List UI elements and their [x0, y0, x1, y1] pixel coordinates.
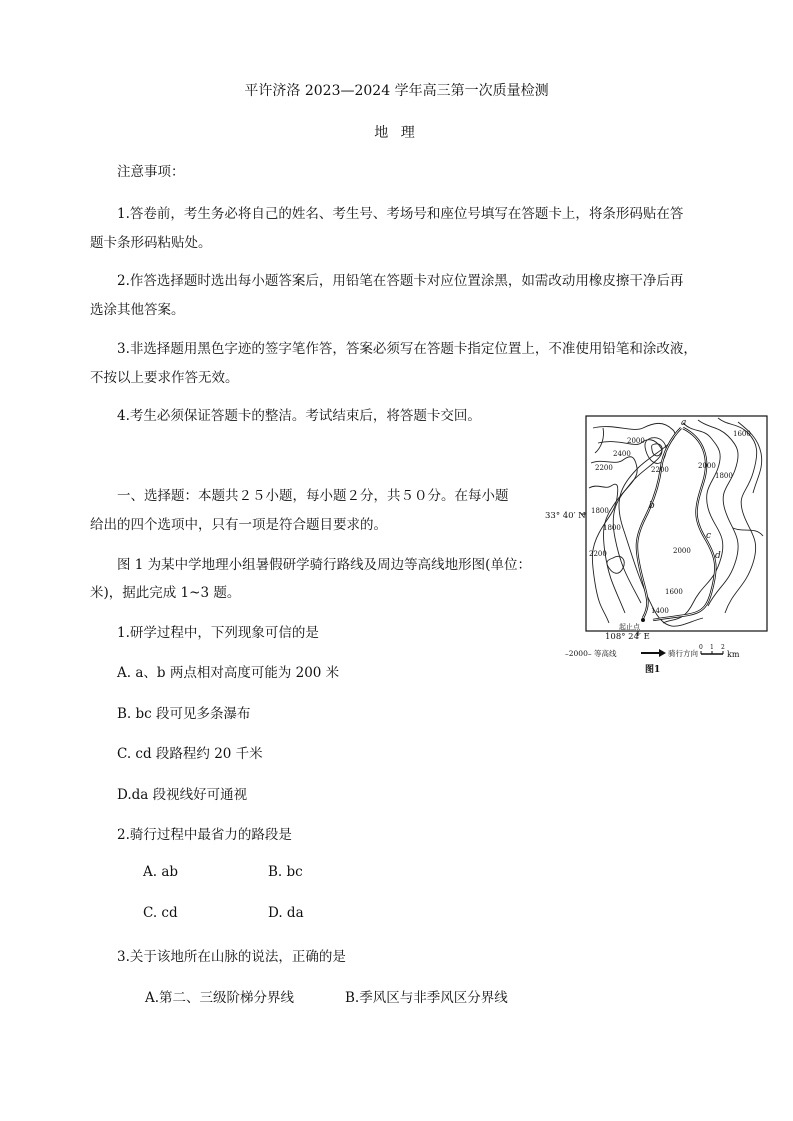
- scale-unit: km: [727, 650, 740, 659]
- latitude-label: 33° 40′ N: [545, 511, 586, 521]
- scale-1: 1: [710, 644, 714, 651]
- q1-stem: 1.研学过程中，下列现象可信的是: [117, 625, 319, 641]
- q1-option-c: C. cd 段路程约 20 千米: [117, 746, 263, 762]
- contour-label: 1800: [715, 472, 733, 480]
- notice-item-2-line-2: 选涂其他答案。: [90, 302, 185, 318]
- notice-item-4: 4.考生必须保证答题卡的整洁。考试结束后，将答题卡交回。: [117, 408, 481, 424]
- notice-item-1-line-1: 1.答卷前，考生务必将自己的姓名、考生号、考场号和座位号填写在答题卡上，将条形码贴在答: [117, 206, 684, 222]
- contour-label: 1600: [665, 588, 683, 596]
- notice-item-3-line-1: 3.非选择题用黑色字迹的签字笔作答，答案必须写在答题卡指定位置上，不准使用铅笔和涂改液，: [117, 341, 697, 357]
- point-a-label: a: [681, 418, 687, 428]
- contour-label: 2200: [651, 466, 669, 474]
- scale-2: 2: [721, 644, 725, 651]
- contour-label: 1600: [733, 430, 751, 438]
- q2-option-c: C. cd: [143, 905, 178, 921]
- contour-label: 1800: [603, 524, 621, 532]
- q3-option-b: B.季风区与非季风区分界线: [345, 990, 508, 1006]
- q2-stem: 2.骑行过程中最省力的路段是: [117, 827, 292, 843]
- question-stem-line-1: 图 1 为某中学地理小组暑假研学骑行路线及周边等高线地形图(单位：: [117, 557, 531, 573]
- q1-option-a: A. a、b 两点相对高度可能为 200 米: [117, 665, 340, 681]
- longitude-label: 108° 24′ E: [605, 632, 650, 642]
- contour-label: 2000: [673, 547, 691, 555]
- point-b-label: b: [649, 501, 655, 511]
- q2-option-d: D. da: [268, 905, 304, 921]
- q1-option-d: D.da 段视线好可通视: [117, 787, 248, 803]
- point-d-label: d: [715, 551, 721, 561]
- question-stem-line-2: 米)，据此完成 1~3 题。: [90, 585, 241, 601]
- start-point-marker: [641, 618, 645, 622]
- contour-label: 1400: [651, 607, 669, 615]
- legend-contour: –2000– 等高线: [565, 649, 617, 658]
- q1-option-b: B. bc 段可见多条瀑布: [117, 706, 251, 722]
- contour-label: 2200: [589, 550, 607, 558]
- subject-title: 地 理: [374, 125, 419, 141]
- contour-label: 2000: [627, 437, 645, 445]
- notice-item-1-line-2: 题卡条形码粘贴处。: [90, 235, 212, 251]
- paper-title: 平许济洛 2023—2024 学年高三第一次质量检测: [244, 83, 549, 99]
- section-intro-line-2: 给出的四个选项中，只有一项是符合题目要求的。: [90, 517, 387, 533]
- q3-stem: 3.关于该地所在山脉的说法，正确的是: [117, 949, 346, 965]
- start-point-label: 起止点: [619, 623, 640, 631]
- legend-arrowhead: [659, 649, 666, 657]
- notice-item-3-line-2: 不按以上要求作答无效。: [90, 370, 239, 386]
- section-intro-line-1: 一、选择题：本题共２５小题，每小题２分，共５０分。在每小题: [117, 488, 509, 504]
- contour-label: 2200: [595, 464, 613, 472]
- legend-route: 骑行方向: [668, 649, 698, 658]
- point-c-label: c: [706, 531, 712, 541]
- q2-option-b: B. bc: [268, 864, 303, 880]
- contour-label: 2000: [698, 462, 716, 470]
- q2-option-a: A. ab: [143, 864, 179, 880]
- notice-heading: 注意事项：: [117, 164, 185, 180]
- contour-label: 2400: [613, 450, 631, 458]
- figure-caption: 图1: [645, 665, 661, 675]
- q3-option-a: A.第二、三级阶梯分界线: [145, 990, 295, 1006]
- scale-0: 0: [699, 644, 703, 651]
- notice-item-2-line-1: 2.作答选择题时选出每小题答案后，用铅笔在答题卡对应位置涂黑，如需改动用橡皮擦干净后再: [117, 273, 684, 289]
- contour-label: 1800: [591, 507, 609, 515]
- contour-map-figure: [543, 408, 783, 678]
